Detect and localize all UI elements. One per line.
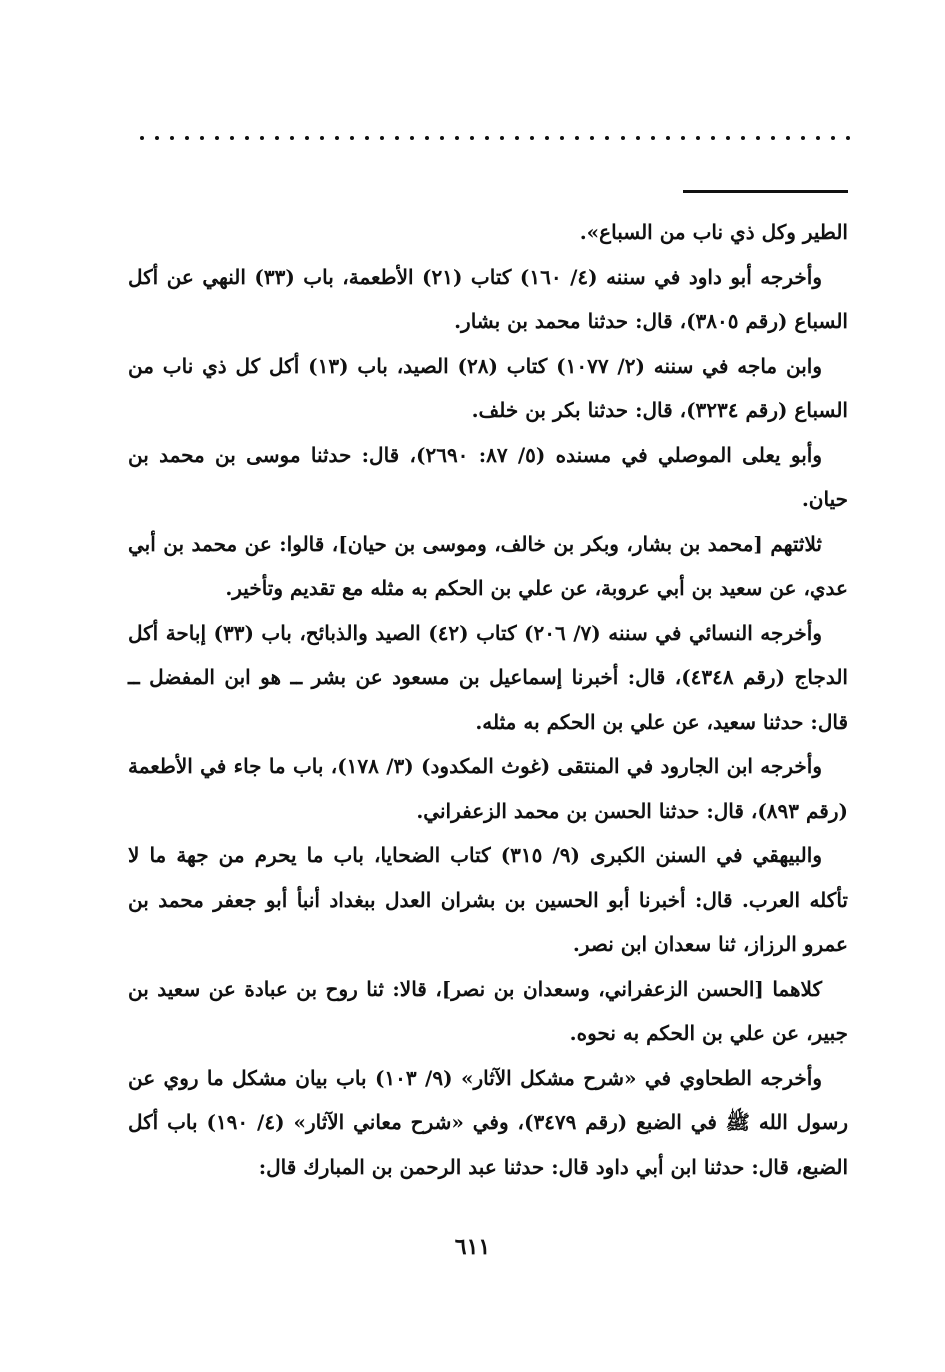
paragraph: كلاهما [الحسن الزعفراني، وسعدان بن نصر]، قالا: ثنا روح بن عبادة عن سعيد بن جبير، عن علي بن الحكم به نحوه.	[128, 976, 848, 1045]
paragraph: ثلاثتهم [محمد بن بشار، وبكر بن خالف، وموسى بن حيان]، قالوا: عن محمد بن أبي عدي، عن سعيد بن أبي عروبة، عن علي بن الحكم به مثله مع تقديم وتأخير.	[128, 531, 848, 600]
paragraph: وأخرجه ابن الجارود في المنتقى (غوث المكدود) (٣/ ١٧٨)، باب ما جاء في الأطعمة (رقم ٨٩٣)، قال: حدثنا الحسن بن محمد الزعفراني.	[128, 754, 848, 823]
paragraph: وأخرجه النسائي في سننه (٧/ ٢٠٦) كتاب (٤٢) الصيد والذبائح، باب (٣٣) إباحة أكل الدجاج (رقم ٤٣٤٨)، قال: أخبرنا إسماعيل بن مسعود عن بشر ــ هو ابن المفضل ــ قال: حدثنا سعيد، عن علي بن الحكم به مثله.	[128, 620, 848, 734]
dotted-separator	[140, 128, 850, 148]
paragraph: وأبو يعلى الموصلي في مسنده (٥/ ٨٧: ٢٦٩٠)، قال: حدثنا موسى بن محمد بن حيان.	[128, 442, 848, 511]
page-number: ٦١١	[454, 1234, 491, 1260]
footnote-rule	[683, 190, 848, 193]
paragraph: وابن ماجه في سننه (٢/ ١٠٧٧) كتاب (٢٨) الصيد، باب (١٣) أكل كل ذي ناب من السباع (رقم ٣٢٣٤)، قال: حدثنا بكر بن خلف.	[128, 353, 848, 422]
paragraph: الطير وكل ذي ناب من السباع».	[579, 220, 848, 244]
paragraph: وأخرجه الطحاوي في «شرح مشكل الآثار» (٩/ ١٠٣) باب بيان مشكل ما روي عن رسول الله ﷺ في الضبع (رقم ٣٤٧٩)، وفي «شرح معاني الآثار» (٤/ ١٩٠) باب أكل الضبع، قال: حدثنا ابن أبي داود قال: حدثنا عبد الرحمن بن المبارك قال:	[128, 1065, 848, 1179]
footnote-body	[128, 210, 848, 1189]
paragraph: وأخرجه أبو داود في سننه (٤/ ١٦٠) كتاب (٢١) الأطعمة، باب (٣٣) النهي عن أكل السباع (رقم ٣٨٠٥)، قال: حدثنا محمد بن بشار.	[128, 264, 848, 333]
paragraph: والبيهقي في السنن الكبرى (٩/ ٣١٥) كتاب الضحايا، باب ما يحرم من جهة ما لا تأكله العرب. قال: أخبرنا أبو الحسين بن بشران العدل ببغداد أنبأ أبو جعفر محمد بن عمرو الرزاز، ثنا سعدان ابن نصر.	[128, 843, 848, 956]
